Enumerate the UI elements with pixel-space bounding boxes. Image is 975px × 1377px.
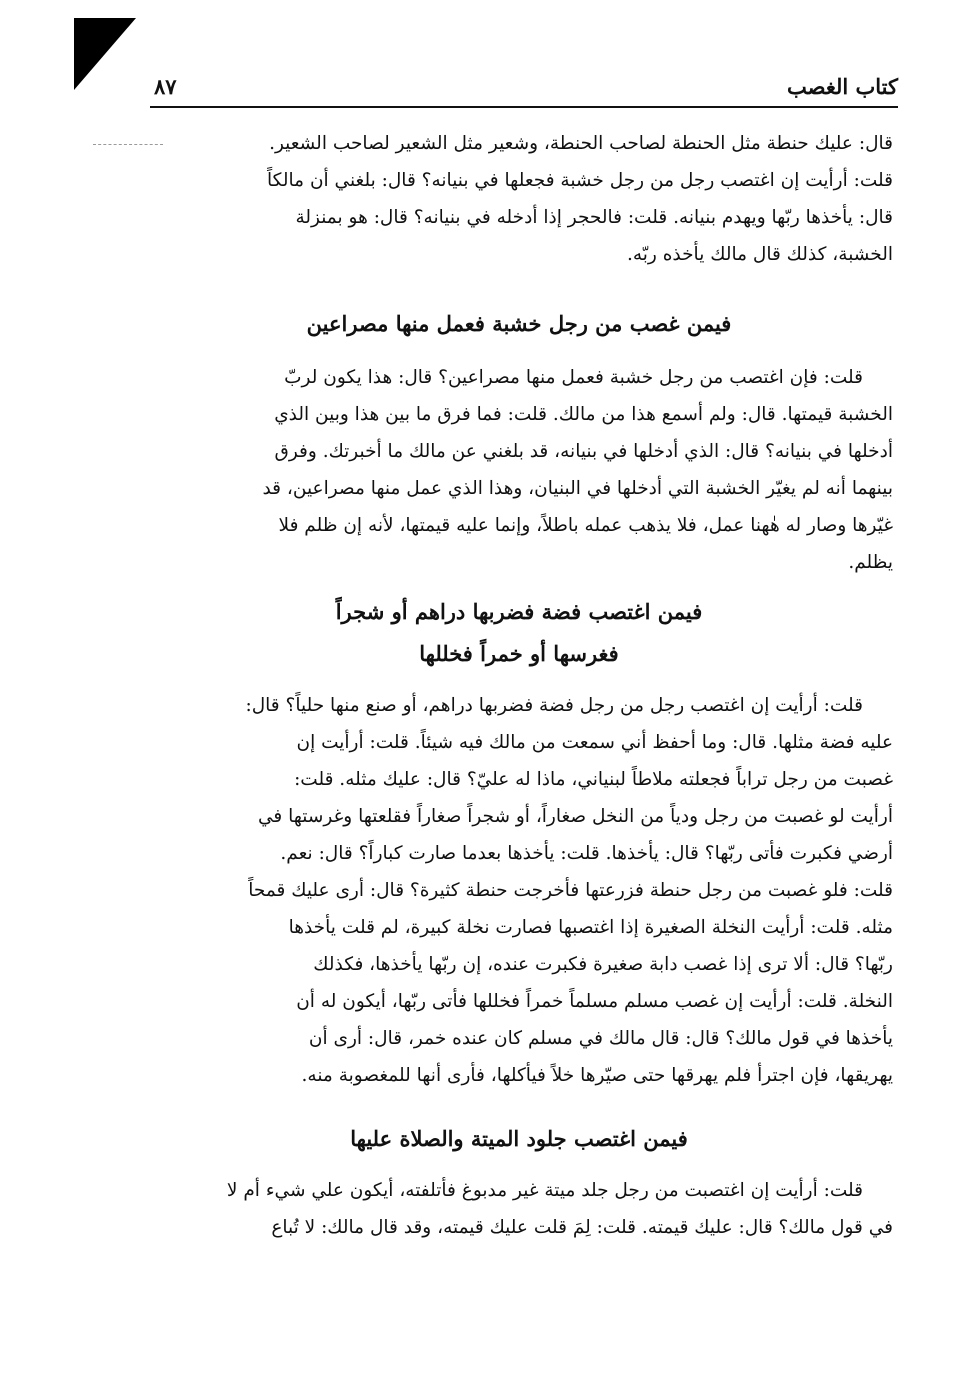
text-line: قلت: أرأيت إن اغتصب رجل من رجل فضة فضربها دراهم، أو صنع منها حلياً؟ قال: (245, 695, 863, 716)
text-line: بينهما أنه لم يغيّر الخشبة التي أدخلها في البنيان، وهذا الذي عمل منها مصراعين، قد (262, 478, 893, 499)
page-body (145, 125, 893, 1246)
text-line: عليه فضة مثلها. قال: وما أحفظ أني سمعت من مالك فيه شيئاً. قلت: أرأيت إن (296, 732, 893, 753)
text-line: النخلة. قلت: أرأيت إن غصب مسلم مسلماً خمراً فخللها فأتى ربّها، أيكون له أن (296, 991, 893, 1012)
running-header (150, 72, 898, 108)
text-line: يأخذها في قول مالك؟ قال: قال مالك في مسلم كان عنده خمر، قال: أرى أن (308, 1028, 893, 1049)
corner-triangle-mark (74, 18, 136, 90)
book-title: كتاب الغصب (786, 74, 898, 99)
intro-paragraph (145, 125, 893, 273)
text-line: غيّرها وصار له هٰهنا عمل، فلا يذهب عمله باطلاً، وإنما عليه قيمتها، لأنه إن ظلم فلا (278, 515, 893, 536)
section-paragraph (145, 687, 893, 1094)
text-line: أرضي فكبرت فأتى ربّها؟ قال: يأخذها. قلت: يأخذها بعدما صارت كباراً؟ قال: نعم. (280, 843, 893, 864)
text-line: قال: يأخذها ربّها ويهدم بنيانه. قلت: فالحجر إذا أدخله في بنيانه؟ قال: هو بمنزلة (295, 207, 893, 228)
text-line: أرأيت لو غصبت من رجل ودياً من النخل صغاراً، أو شجراً صغاراً فقلعتها وغرستها في (258, 806, 893, 827)
text-line: قلت: أرأيت إن اغتصب رجل من رجل خشبة فجعلها في بنيانه؟ قال: بلغني أن مالكاً (267, 170, 893, 191)
text-line: قلت: أرأيت إن اغتصبت من رجل جلد ميتة غير مدبوغ فأتلفته، أيكون علي شيء أم لا (226, 1180, 863, 1201)
section-heading: فيمن اغتصب جلود الميتة والصلاة عليها (350, 1126, 688, 1151)
section-heading: فيمن اغتصب فضة فضربها دراهم أو شجراً (335, 599, 703, 624)
text-line: مثله. قلت: أرأيت النخلة الصغيرة إذا اغتصبها فصارت نخلة كبيرة، لم قلت يأخذها (288, 917, 893, 938)
text-line: قال: عليك حنطة مثل الحنطة لصاحب الحنطة، وشعير مثل الشعير لصاحب الشعير. (269, 133, 893, 154)
section-heading-block (145, 591, 893, 675)
text-line: في قول مالك؟ قال: عليك قيمته. قلت: لِمَ قلت عليك قيمته، وقد قال مالك: لا تُباع (271, 1217, 893, 1238)
text-line: قلت: فإن اغتصب من رجل خشبة فعمل منها مصراعين؟ قال: هذا يكون لربّ (284, 367, 863, 388)
section-paragraph (145, 1172, 893, 1246)
text-line: قلت: فلو غصبت من رجل حنطة فزرعتها فأخرجت حنطة كثيرة؟ قال: أرى عليك قمحاً (248, 880, 893, 901)
text-line: يظلم. (848, 552, 893, 573)
text-line: غصبت من رجل تراباً فجعلته ملاطاً لبنياني، ماذا له عليّ؟ قال: عليك مثله. قلت: (294, 769, 893, 790)
text-line: الخشبة، كذلك قال مالك يأخذه ربّه. (626, 244, 893, 265)
text-line: أدخلها في بنيانه؟ قال: الذي أدخلها في بنيانه، قد بلغني عن مالك ما أخبرتك. وفرق (274, 441, 893, 462)
section-heading-continued: فغرسها أو خمراً فخللها (419, 641, 619, 666)
text-line: الخشبة قيمتها. قال: ولم أسمع هذا من مالك. قلت: فما فرق ما بين هذا وبين الذي (274, 404, 893, 425)
text-line: يهريقها، فإن اجترأ فلم يهرقها حتى صيّرها خلاً فيأكلها، فأرى أنها للمغصوبة منه. (301, 1065, 893, 1086)
text-line: ربّها؟ قال: ألا ترى إذا غصب دابة صغيرة فكبرت عنده، إن ربّها يأخذها، فكذلك (313, 954, 893, 975)
section-heading: فيمن غصب من رجل خشبة فعمل منها مصراعين (306, 311, 732, 336)
page-number: ٨٧ (154, 74, 177, 99)
section-paragraph (145, 359, 893, 581)
